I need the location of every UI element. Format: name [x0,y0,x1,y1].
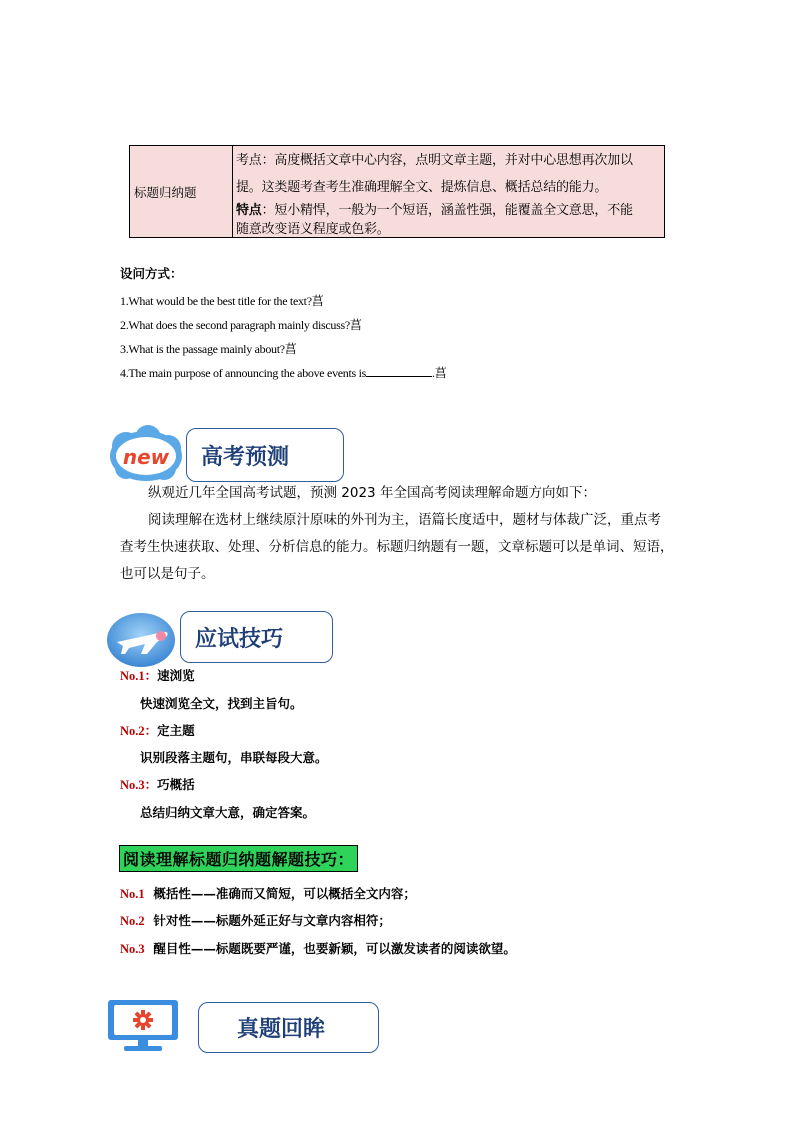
table-content-cell [233,146,664,237]
question-item: 2.What does the second paragraph mainly discuss?菖 [120,318,362,332]
tip-number: No.2： [120,724,158,738]
question-item: 1.What would be the best title for the text?菖 [120,294,324,308]
tip-desc: 快速浏览全文，找到主旨句。 [140,696,303,711]
airplane-icon [103,608,179,668]
skill-row [120,939,516,957]
section-title-tips: 应试技巧 [195,625,284,652]
new-badge-text: new [122,445,170,469]
question-item: 3.What is the passage mainly about?菖 [120,342,297,356]
skill-row [120,884,416,902]
skill-number: No.1 [120,887,145,901]
tip-desc: 识别段落主题句，串联每段大意。 [140,750,328,765]
tip-row [120,775,195,793]
table-left-label: 标题归纳题 [134,184,197,200]
skill-text: 针对性——标题外延正好与文章内容相符； [153,913,391,928]
table-feature-line-2: 随意改变语义程度或色彩。 [236,222,390,237]
answer-blank [366,365,432,377]
table-feature-line [236,201,661,220]
skill-text: 概括性——准确而又简短，可以概括全文内容； [153,886,416,901]
feature-label: 特点 [236,203,262,218]
tip-row [120,721,195,739]
tip-name: 定主题 [157,723,195,738]
new-cloud-icon [106,424,186,486]
forecast-para-2a: 阅读理解在选材上继续原汁原味的外刊为主，语篇长度适中，题材与体裁广泛，重点考 [148,512,661,528]
table-line-2: 提。这类题考查考生准确理解全文、提炼信息、概括总结的能力。 [236,180,608,195]
question-item-4 [120,364,446,381]
question-4-suffix: .菖 [432,366,447,380]
section-title-forecast: 高考预测 [201,443,290,470]
skills-title: 阅读理解标题归纳题解题技巧： [119,845,358,872]
feature-text-a: ：短小精悍，一般为一个短语，涵盖性强，能覆盖全文意思，不能 [261,203,633,218]
tip-desc: 总结归纳文章大意，确定答案。 [140,805,316,820]
section-header-tips [180,611,333,663]
forecast-para-2c: 也可以是句子。 [120,566,215,582]
forecast-para-1: 纵观近几年全国高考试题，预测 2023 年全国高考阅读理解命题方向如下： [148,485,596,501]
section-title-past-papers: 真题回眸 [237,1016,326,1042]
tip-name: 速浏览 [157,668,195,683]
skill-number: No.2 [120,914,145,928]
tip-name: 巧概括 [157,777,195,792]
skill-number: No.3 [120,942,145,956]
section-header-forecast [186,428,344,482]
tip-number: No.3： [120,778,158,792]
monitor-gear-icon [106,998,180,1054]
skill-row [120,911,391,929]
forecast-para-2b: 查考生快速获取、处理、分析信息的能力。标题归纳题有一题，文章标题可以是单词、短语， [120,539,674,555]
question-4-prefix: 4.The main purpose of announcing the above events is [120,366,366,380]
info-table [129,145,665,238]
section-header-past-papers [198,1002,379,1053]
questions-title: 设问方式： [120,266,183,281]
tip-row [120,666,195,684]
skill-text: 醒目性——标题既要严谨，也要新颖，可以激发读者的阅读欲望。 [153,941,516,956]
tip-number: No.1： [120,669,158,683]
table-label-cell [130,146,233,237]
table-line-1: 考点：高度概括文章中心内容，点明文章主题，并对中心思想再次加以 [236,153,633,168]
